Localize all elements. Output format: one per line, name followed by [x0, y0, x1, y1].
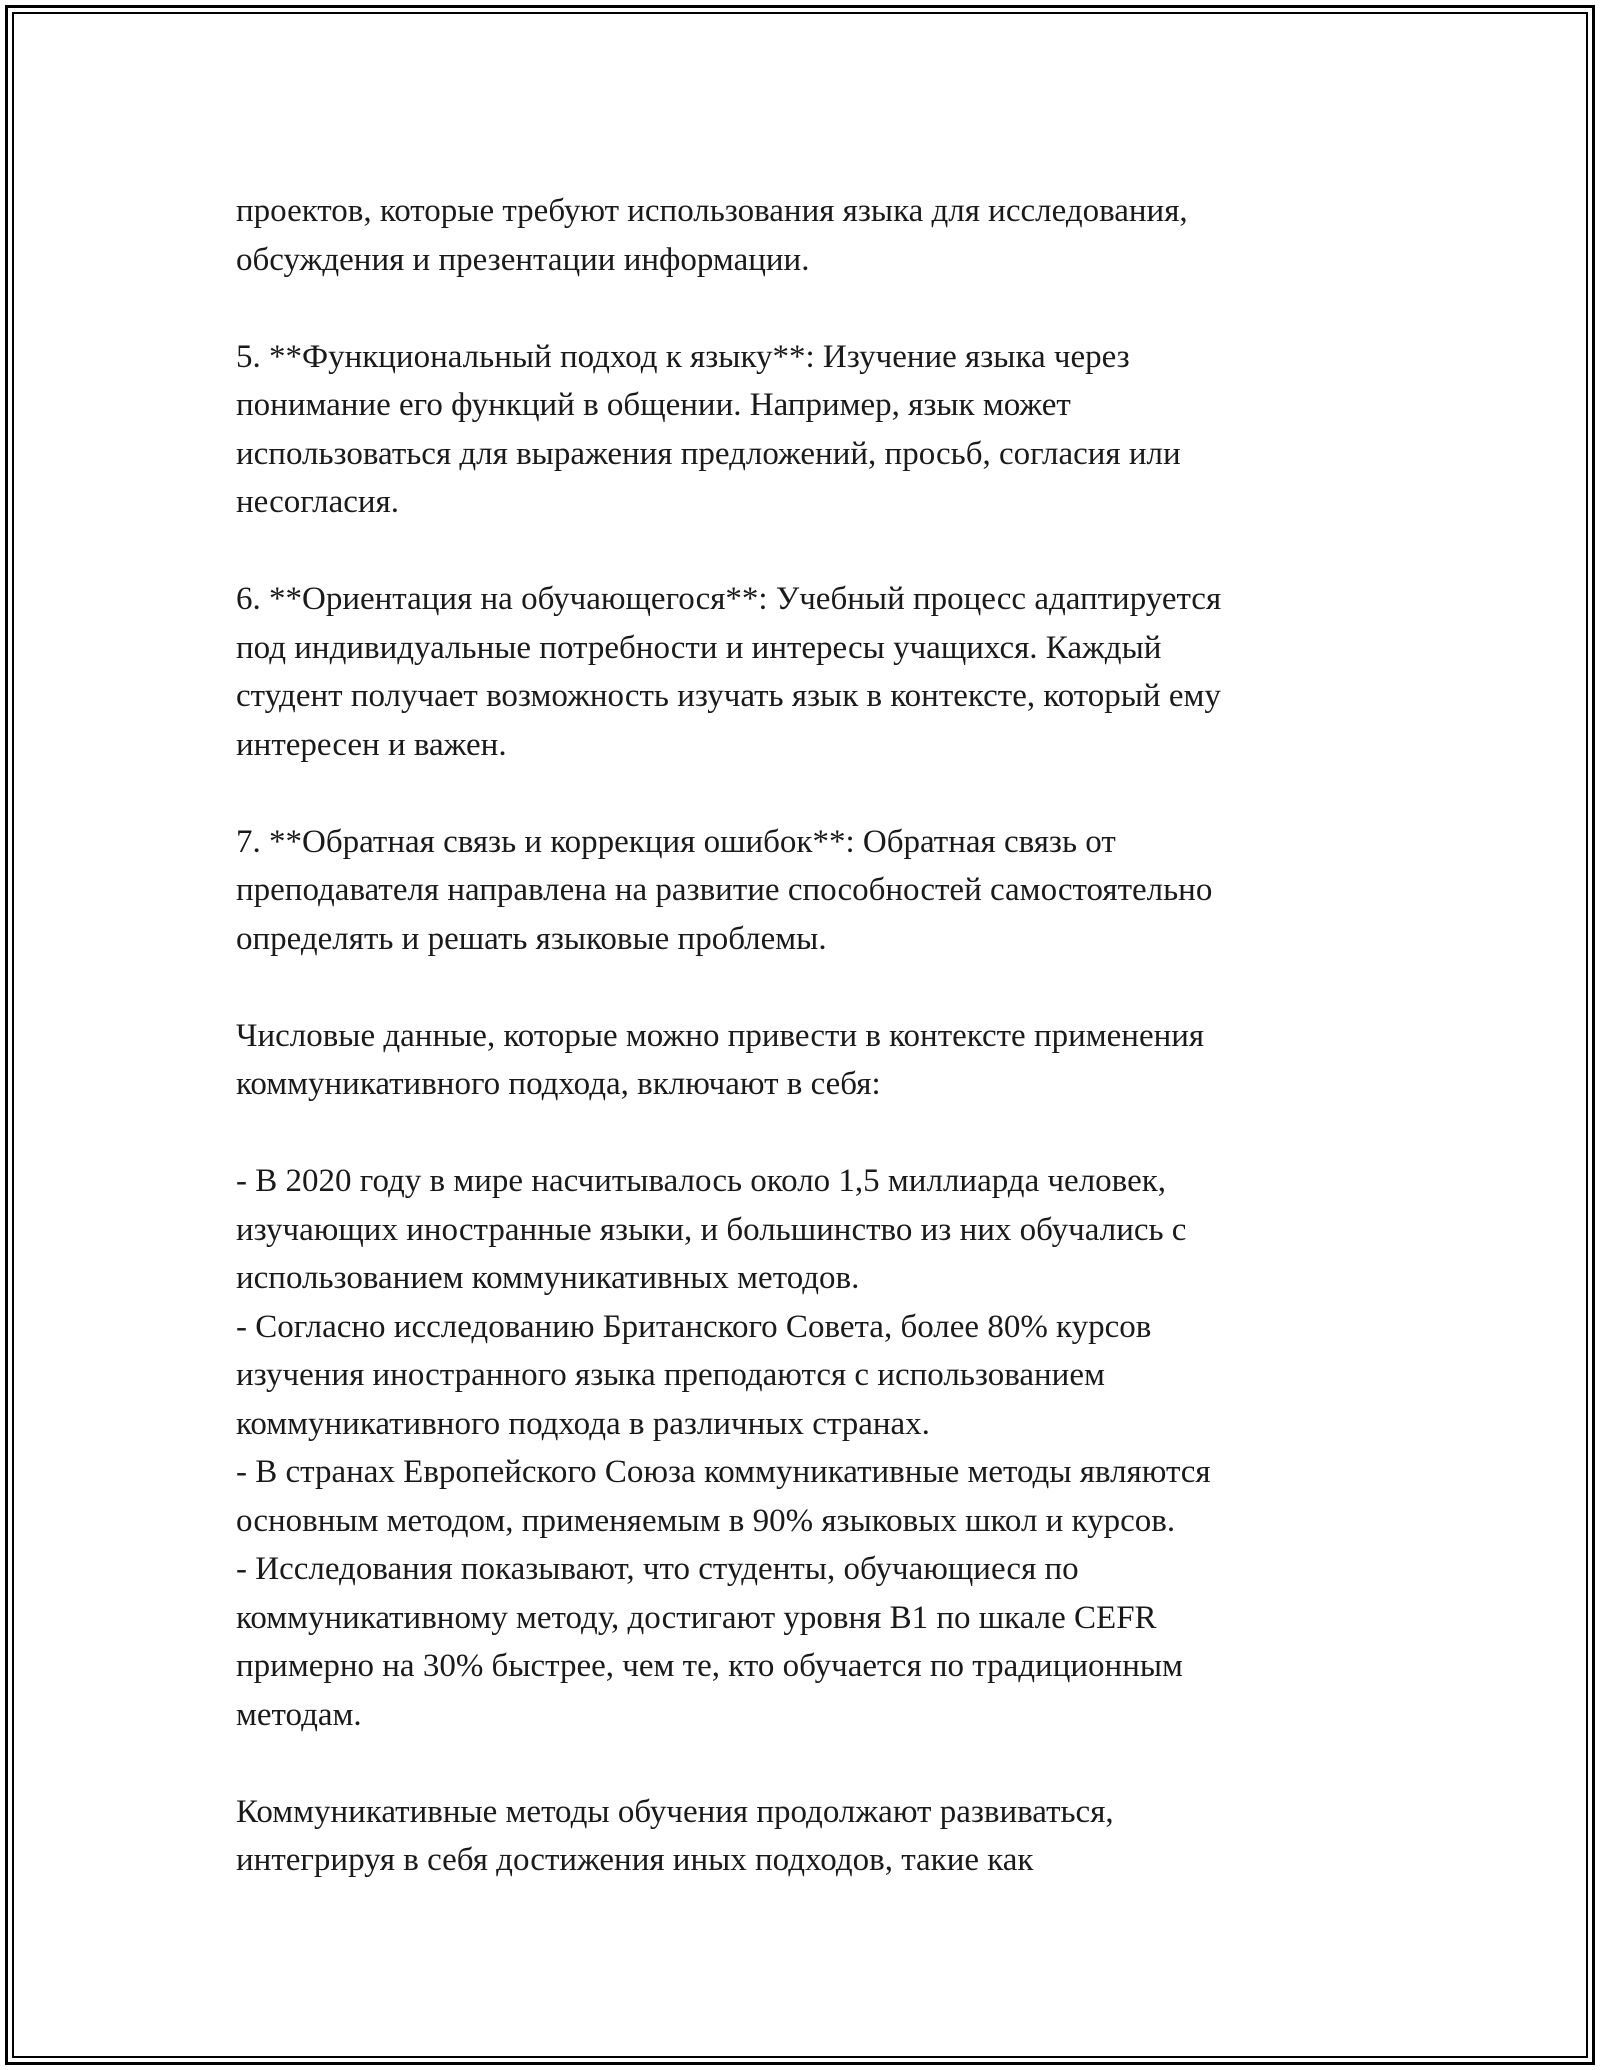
- text-line: методам.: [236, 1696, 362, 1733]
- paragraph: [236, 1157, 1386, 1739]
- text-line: 6. **Ориентация на обучающегося**: Учебный процесс адаптируется: [236, 581, 1222, 617]
- text-line: изучения иностранного языка преподаются с использованием: [236, 1357, 1105, 1393]
- text-line: определять и решать языковые проблемы.: [236, 920, 827, 957]
- text-line: 7. **Обратная связь и коррекция ошибок**: Обратная связь от: [236, 823, 1116, 860]
- text-line: изучающих иностранные языки, и большинство из них обучались с: [236, 1211, 1187, 1248]
- paragraph: [236, 1012, 1386, 1109]
- text-line: - Исследования показывают, что студенты, обучающиеся по: [236, 1551, 1079, 1587]
- text-line: использованием коммуникативных методов.: [236, 1260, 860, 1296]
- document-body: [236, 187, 1386, 1885]
- text-line: понимание его функций в общении. Например, язык может: [236, 387, 1071, 423]
- paragraph: [236, 187, 1386, 284]
- text-line: - В странах Европейского Союза коммуникативные методы являются: [236, 1454, 1211, 1490]
- text-line: коммуникативному методу, достигают уровня B1 по шкале CEFR: [236, 1599, 1157, 1636]
- text-line: интересен и важен.: [236, 726, 507, 763]
- text-line: преподавателя направлена на развитие способностей самостоятельно: [236, 872, 1213, 908]
- text-line: коммуникативного подхода в различных странах.: [236, 1405, 930, 1442]
- text-line: Числовые данные, которые можно привести в контексте применения: [236, 1017, 1205, 1054]
- text-line: 5. **Функциональный подход к языку**: Изучение языка через: [236, 338, 1130, 375]
- text-line: под индивидуальные потребности и интересы учащихся. Каждый: [236, 629, 1162, 666]
- text-line: - Согласно исследованию Британского Совета, более 80% курсов: [236, 1308, 1152, 1345]
- paragraph: [236, 1788, 1386, 1885]
- text-line: использоваться для выражения предложений, просьб, согласия или: [236, 435, 1181, 472]
- text-line: студент получает возможность изучать язык в контексте, который ему: [236, 678, 1221, 714]
- text-line: коммуникативного подхода, включают в себя:: [236, 1066, 881, 1102]
- text-line: основным методом, применяемым в 90% языковых школ и курсов.: [236, 1502, 1176, 1539]
- paragraph: [236, 575, 1386, 769]
- text-line: проектов, которые требуют использования языка для исследования,: [236, 193, 1188, 229]
- paragraph: [236, 818, 1386, 964]
- text-line: - В 2020 году в мире насчитывалось около 1,5 миллиарда человек,: [236, 1163, 1166, 1199]
- text-line: Коммуникативные методы обучения продолжают развиваться,: [236, 1793, 1114, 1830]
- paragraph: [236, 333, 1386, 527]
- text-line: обсуждения и презентации информации.: [236, 241, 810, 278]
- text-line: примерно на 30% быстрее, чем те, кто обучается по традиционным: [236, 1648, 1183, 1684]
- text-line: несогласия.: [236, 484, 399, 520]
- text-line: интегрируя в себя достижения иных подходов, такие как: [236, 1842, 1034, 1878]
